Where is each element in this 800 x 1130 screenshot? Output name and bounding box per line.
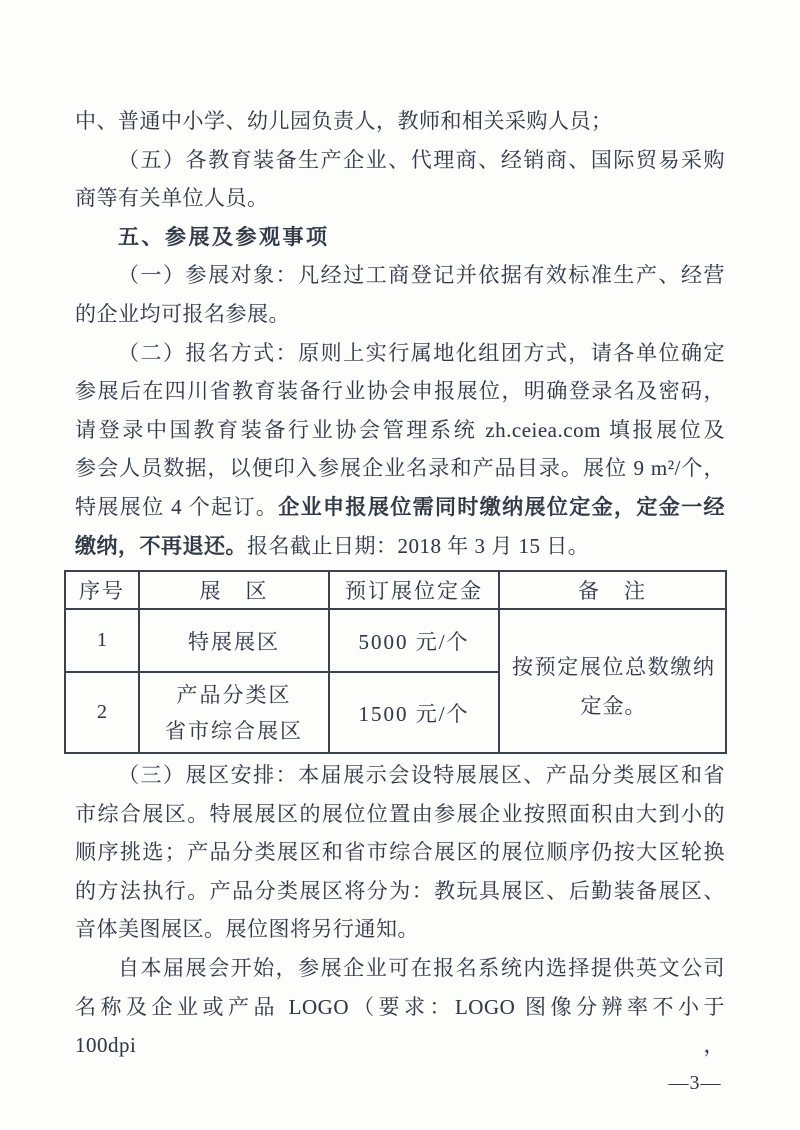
text-segment: 商等有关单位人员。 [75, 186, 269, 211]
text-segment: 市综合展区。特展展区的展位位置由参展企业按照面积由大到小的 [75, 801, 725, 826]
text-segment: 五、参展及参观事项 [118, 224, 330, 249]
text-segment: 的方法执行。产品分类展区将分为：教玩具展区、后勤装备展区、 [75, 878, 725, 903]
zone-line: 省市综合展区 [165, 718, 303, 743]
text-segment: 中、普通中小学、幼儿园负责人，教师和相关采购人员； [75, 109, 613, 133]
text-line [75, 795, 725, 834]
cell-zone [139, 672, 329, 753]
cell-row-no: 1 [65, 609, 139, 672]
body-text-top [75, 102, 725, 565]
booth-deposit-table [64, 570, 727, 754]
text-segment: （五）各教育装备生产企业、代理商、经销商、国际贸易采购 [118, 147, 725, 172]
text-line [75, 411, 725, 450]
text-line [75, 949, 725, 988]
table-row [65, 609, 726, 672]
header-cell-deposit: 预订展位定金 [329, 571, 499, 609]
header-cell-no: 序号 [65, 571, 139, 609]
table-header-row [65, 571, 726, 609]
cell-row-no: 2 [65, 672, 139, 753]
text-segment: 缴纳，不再退还。 [75, 533, 247, 558]
body-text-bottom [75, 756, 725, 1058]
text-line [75, 449, 725, 488]
text-segment: 音体美图展区。展位图将另行通知。 [75, 917, 419, 942]
text-line [75, 334, 725, 373]
text-segment: （二）报名方式：原则上实行属地化组团方式，请各单位确定 [118, 340, 725, 365]
header-cell-zone: 展 区 [139, 571, 329, 609]
text-line [75, 179, 725, 218]
text-line [75, 756, 725, 795]
text-segment: 的企业均可报名参展。 [75, 301, 290, 326]
text-segment: （三）展区安排：本届展示会设特展展区、产品分类展区和省 [118, 763, 725, 787]
text-segment: 名称及企业或产品 LOGO（要求：LOGO 图像分辨率不小于 100dpi， [75, 994, 725, 1058]
remark-text [500, 636, 725, 726]
cell-remark [499, 609, 726, 753]
text-line [75, 256, 725, 295]
page-number: —3— [668, 1072, 722, 1094]
text-segment: 顺序挑选；产品分类展区和省市综合展区的展位顺序仍按大区轮换 [75, 840, 725, 865]
cell-deposit: 1500 元/个 [329, 672, 499, 753]
text-segment: 参展后在四川省教育装备行业协会申报展位，明确登录名及密码， [75, 379, 725, 404]
text-line [75, 872, 725, 911]
header-cell-remark: 备 注 [499, 571, 726, 609]
text-line [75, 102, 725, 141]
text-segment: 报名截止日期：2018 年 3 月 15 日。 [247, 533, 590, 558]
cell-deposit: 5000 元/个 [329, 609, 499, 672]
remark-line: 按预定展位总数缴纳 [512, 655, 715, 679]
text-line [75, 372, 725, 411]
text-line [75, 488, 725, 527]
text-line [75, 527, 725, 566]
section-heading [75, 218, 725, 257]
text-segment: 特展展位 4 个起订。 [75, 494, 279, 519]
text-segment: 企业申报展位需同时缴纳展位定金，定金一经 [278, 494, 726, 519]
text-segment: 自本届展会开始，参展企业可在报名系统内选择提供英文公司 [118, 955, 725, 980]
text-segment: （一）参展对象：凡经过工商登记并依据有效标准生产、经营 [118, 263, 725, 288]
zone-line: 产品分类区 [176, 682, 292, 707]
text-line [75, 833, 725, 872]
cell-zone: 特展展区 [139, 609, 329, 672]
text-line [75, 141, 725, 180]
text-segment: 请登录中国教育装备行业协会管理系统 zh.ceiea.com 填报展位及 [75, 417, 725, 442]
remark-line: 定金。 [580, 694, 647, 718]
text-line [75, 910, 725, 949]
text-segment: 参会人员数据，以便印入参展企业名录和产品目录。展位 9 m²/个， [75, 456, 725, 481]
text-line [75, 988, 725, 1058]
text-line [75, 295, 725, 334]
